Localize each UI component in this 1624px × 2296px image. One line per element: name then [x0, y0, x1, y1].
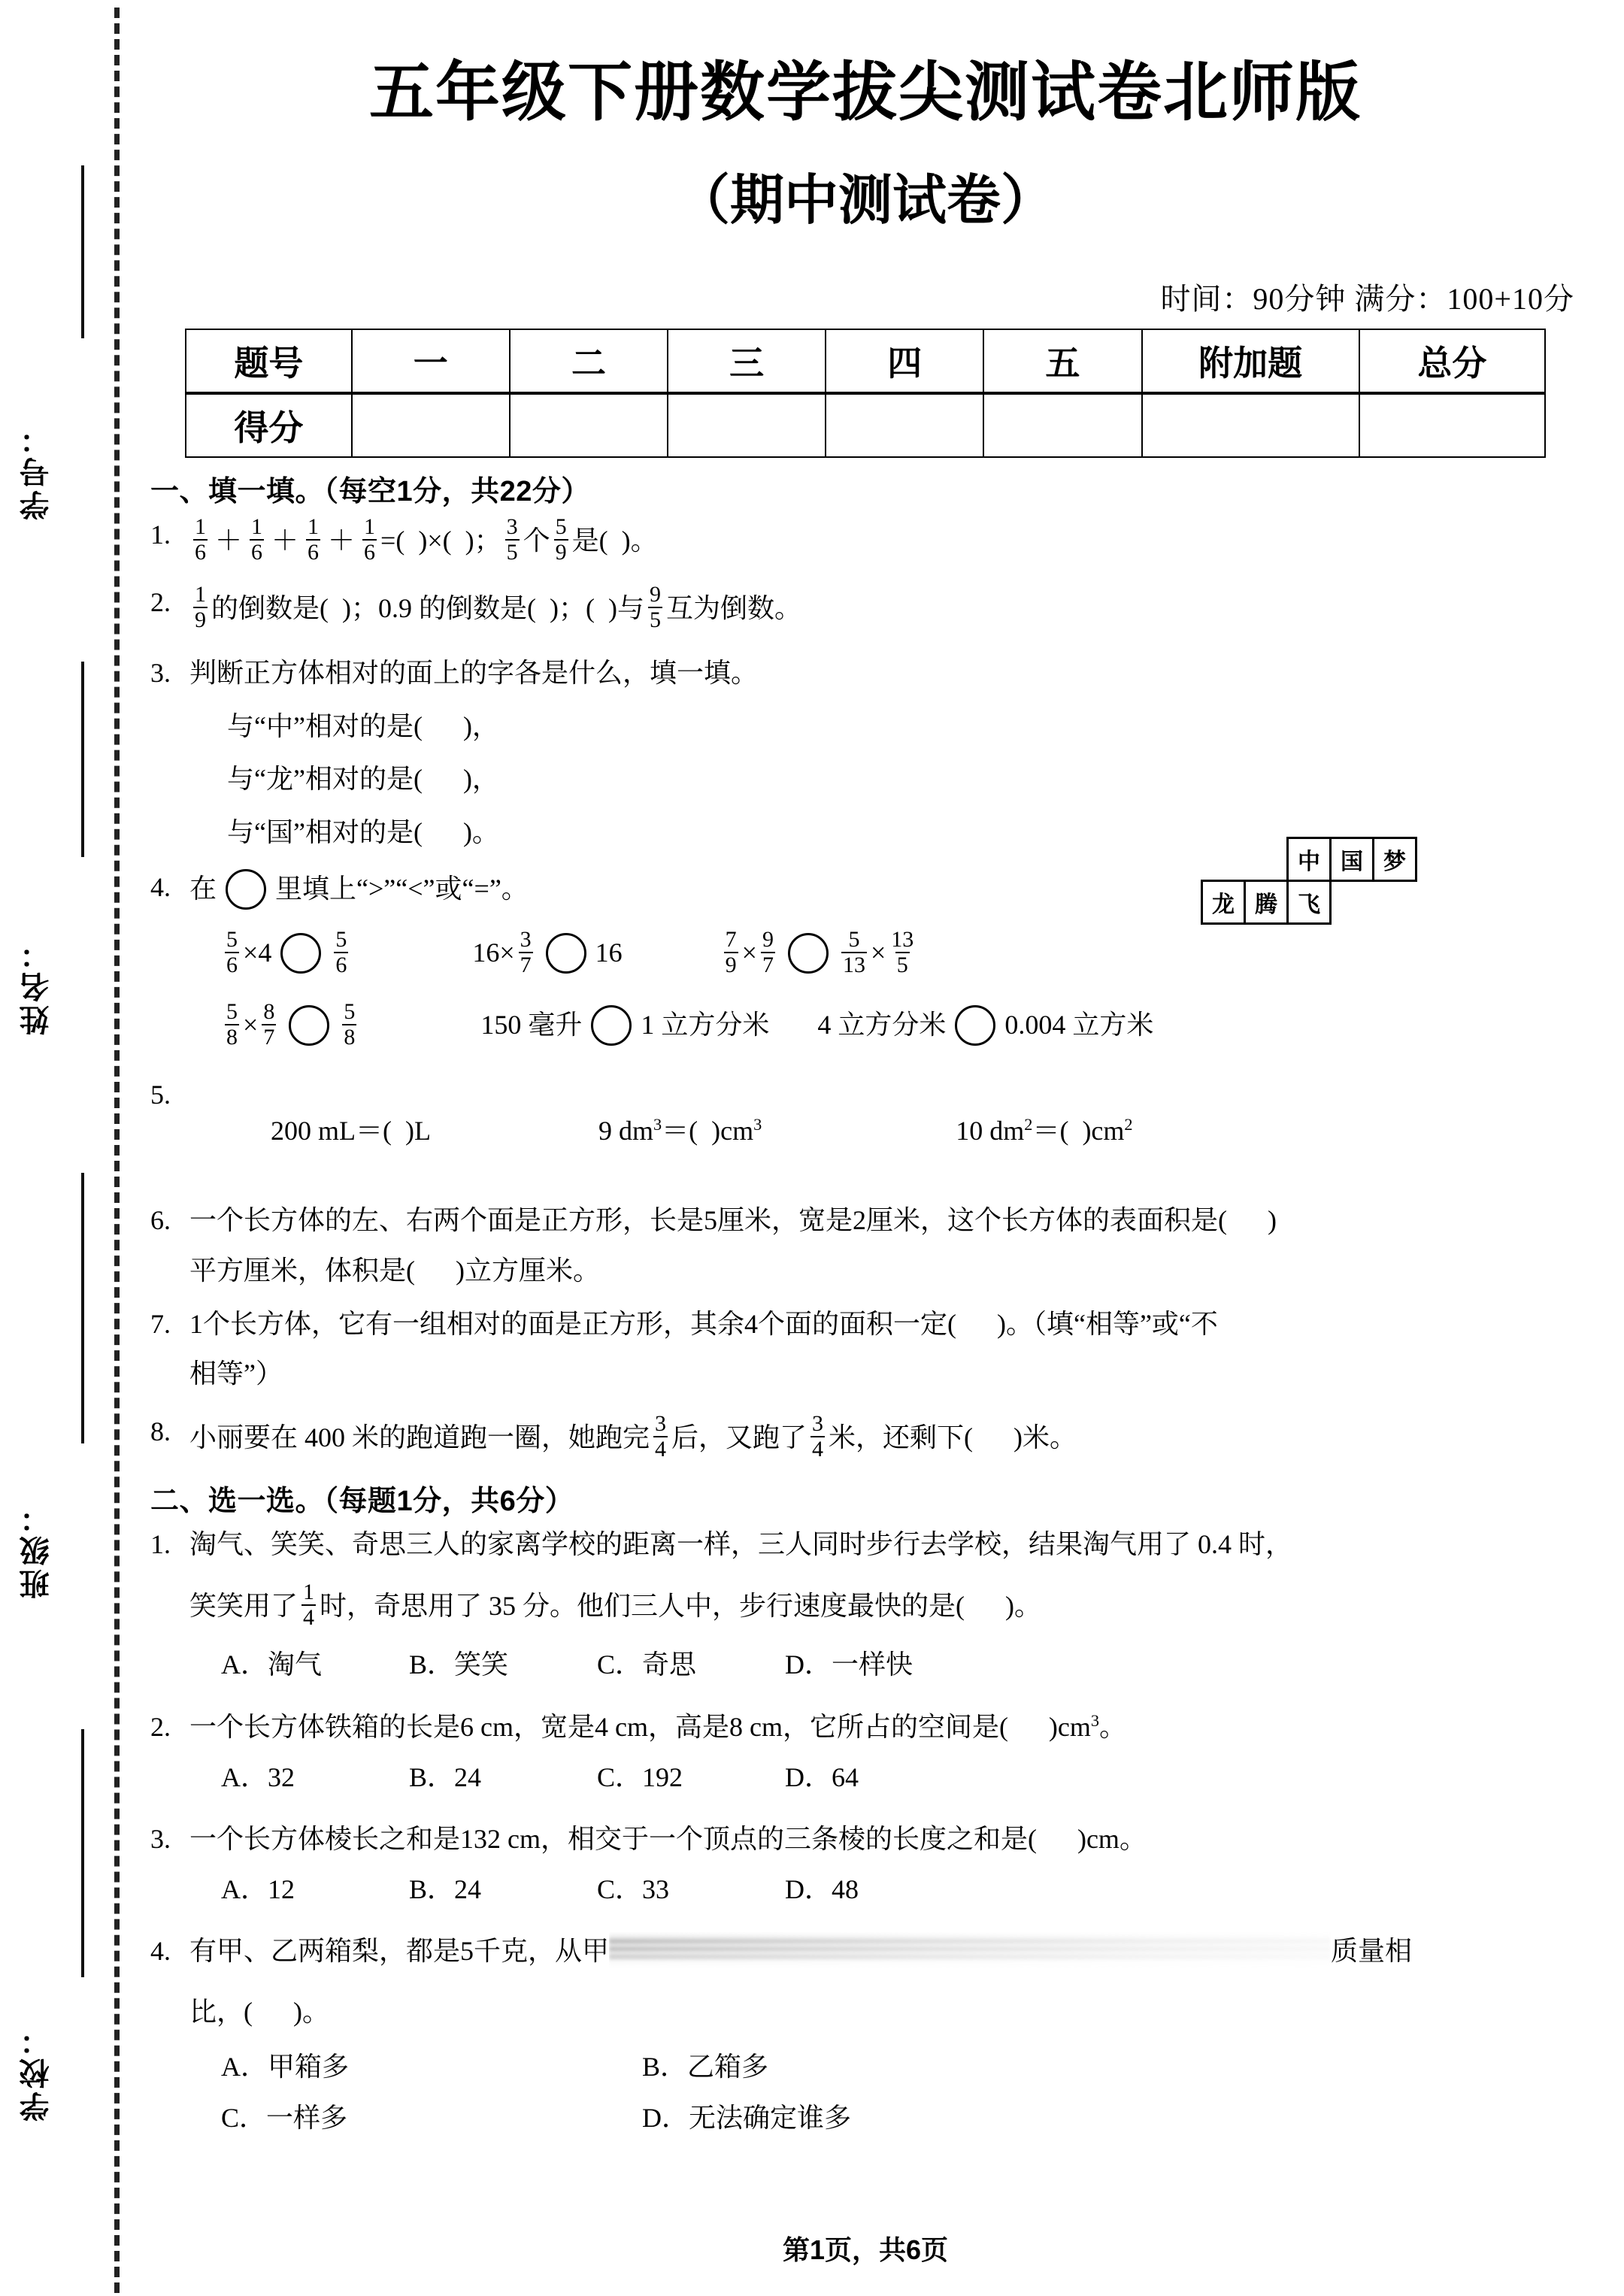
multiply-sign: ×: [870, 937, 886, 968]
fraction: $\frac{5}{8}$: [226, 998, 238, 1050]
question-text: 小丽要在 400 米的跑道跑一圈，她跑完: [189, 1422, 650, 1452]
comparison-expr-1: [221, 926, 352, 977]
answer-blank[interactable]: )与: [594, 593, 644, 623]
plus-sign: ＋: [215, 526, 243, 556]
margin-label-school: 学校：: [20, 2022, 53, 2122]
choice-option-c[interactable]: C．奇思: [597, 1649, 697, 1680]
choice-option-d[interactable]: D．64: [785, 1761, 859, 1792]
question-text: 后，又跑了: [671, 1422, 807, 1452]
choice-option-d[interactable]: D．48: [785, 1873, 859, 1904]
question-1-7: [150, 1306, 1591, 1392]
question-number: 4.: [150, 1936, 171, 1967]
fold-dashed-line: [114, 8, 120, 2293]
multiply-sign: ×: [243, 1010, 259, 1040]
score-table-col-4: 四: [826, 329, 983, 393]
score-table-col-total: 总分: [1359, 329, 1545, 393]
question-number: 5.: [150, 1079, 171, 1110]
operand: 16: [595, 937, 623, 968]
question-1-8: [150, 1410, 1591, 1462]
comparison-expr-3: [720, 926, 920, 977]
answer-blank[interactable]: )；(: [535, 593, 595, 623]
choice-option-b[interactable]: B．24: [409, 1873, 482, 1904]
comparison-circle-blank[interactable]: [591, 1005, 632, 1046]
unit-conversion-3: 10 $dm^2=$( )$cm^2$: [956, 1115, 1133, 1146]
question-text: 有甲、乙两箱梨，都是5千克，从甲: [189, 1936, 610, 1967]
score-table-col-5: 五: [983, 329, 1141, 393]
answer-blank[interactable]: 比，( )。: [189, 1996, 329, 2027]
score-cell-1[interactable]: [352, 393, 510, 457]
question-number: 7.: [150, 1308, 171, 1339]
unit-value: 0.004 立方米: [1004, 1010, 1154, 1040]
exam-content: [150, 477, 1591, 2148]
unit-conversion-1: 200 mL＝( )L: [271, 1116, 431, 1146]
score-cell-3[interactable]: [668, 393, 826, 457]
answer-blank[interactable]: 米，还剩下( )米。: [829, 1422, 1077, 1452]
page-subtitle: （期中测试卷）: [675, 171, 1055, 232]
question-text: 质量相: [1331, 1936, 1413, 1967]
question-text-line[interactable]: 1个长方体，它有一组相对的面是正方形，其余4个面的面积一定( )。（填“相等”或“不: [189, 1308, 1218, 1339]
score-table-score-row: [186, 393, 1545, 457]
answer-blank[interactable]: )；0.9 的倒数是(: [329, 593, 536, 623]
fraction-1-6-d: $\frac{1}{6}$: [364, 514, 376, 565]
fraction: $\frac{9}{7}$: [762, 926, 774, 977]
fraction-3-5: $\frac{3}{5}$: [506, 514, 518, 565]
choice-option-c[interactable]: C．192: [597, 1761, 683, 1792]
question-number: 6.: [150, 1205, 171, 1236]
fraction-1-9: $\frac{1}{9}$: [195, 582, 206, 633]
page-title: 五年级下册数学拔尖测试卷北师版: [369, 56, 1362, 129]
margin-label-class: 班级：: [20, 1500, 53, 1599]
fraction-3-4-a: $\frac{3}{4}$: [655, 1410, 667, 1462]
question-1-3: [150, 655, 1591, 850]
score-table-col-2: 二: [510, 329, 668, 393]
margin-label-name: 姓名：: [20, 936, 53, 1035]
score-table-header-row: [186, 329, 1545, 393]
choices-2-4-row1: [221, 2049, 1591, 2085]
score-table-col-extra: 附加题: [1142, 329, 1359, 393]
plus-sign: ＋: [271, 526, 299, 556]
choices-2-1: [221, 1646, 1591, 1683]
comparison-expr-6: [817, 1005, 1153, 1046]
answer-blank[interactable]: )×(: [404, 526, 452, 556]
margin-rule-3: [81, 1173, 84, 1443]
answer-blank[interactable]: )cm: [1068, 1116, 1125, 1146]
fraction: $\frac{13}{5}$: [891, 926, 914, 977]
fraction-3-4-b: $\frac{3}{4}$: [812, 1410, 824, 1462]
fraction: $\frac{3}{7}$: [520, 926, 532, 977]
question-text-line[interactable]: 一个长方体的左、右两个面是正方形，长是5厘米，宽是2厘米，这个长方体的表面积是( ): [189, 1205, 1277, 1236]
fraction-5-9: $\frac{5}{9}$: [555, 514, 567, 565]
fraction: $\frac{5}{6}$: [335, 926, 347, 977]
fraction-1-6-b: $\frac{1}{6}$: [251, 514, 263, 565]
margin-rule-2: [81, 662, 84, 857]
choice-option-a[interactable]: A．淘气: [221, 1649, 322, 1680]
score-table-row-label-1: 得分: [186, 393, 352, 457]
question-2-1: [150, 1526, 1591, 1695]
question-number: 8.: [150, 1416, 171, 1446]
answer-blank[interactable]: 与“中”相对的是( )，: [227, 710, 499, 741]
comparison-row-2: [221, 998, 1591, 1050]
question-text: 笑笑用了: [189, 1591, 298, 1622]
answer-blank[interactable]: )cm: [698, 1116, 754, 1146]
multiply-sign: ×: [741, 937, 757, 968]
question-1-2: [150, 584, 1591, 632]
question-2-4: [150, 1933, 1591, 2148]
comparison-circle-blank[interactable]: [788, 933, 829, 974]
multiply-sign: ×: [499, 937, 515, 968]
answer-blank[interactable]: 时，奇思用了 35 分。他们三人中，步行速度最快的是( )。: [320, 1591, 1041, 1622]
net-cell-top-1: 中: [1286, 837, 1332, 882]
comparison-expr-4: [221, 998, 360, 1050]
question-1-5: [150, 1077, 1591, 1186]
comparison-circle-blank[interactable]: [280, 933, 321, 974]
unit-value: 1 立方分米: [641, 1010, 770, 1040]
question-number: 4.: [150, 871, 171, 902]
answer-blank[interactable]: )；: [451, 526, 501, 556]
question-text-line: 相等”）: [189, 1359, 283, 1389]
question-text: 的倒数是(: [211, 593, 329, 623]
question-2-2: [150, 1709, 1591, 1807]
question-number: 3.: [150, 1824, 171, 1855]
score-table-col-3: 三: [668, 329, 826, 393]
fraction: $\frac{5}{8}$: [344, 998, 356, 1050]
margin-rule-1: [81, 165, 84, 338]
fraction-1-4: $\frac{1}{4}$: [303, 1580, 315, 1631]
fraction: $\frac{8}{7}$: [263, 998, 275, 1050]
comparison-circle-blank[interactable]: [289, 1005, 329, 1046]
choices-2-4-row2: [221, 2100, 1591, 2137]
answer-blank[interactable]: 是(: [571, 526, 608, 556]
choice-option-b[interactable]: B．笑笑: [409, 1649, 509, 1680]
question-text-line[interactable]: 平方厘米，体积是( )立方厘米。: [189, 1256, 600, 1286]
net-cell-top-3: 梦: [1372, 837, 1417, 882]
comparison-expr-2: [472, 926, 623, 977]
score-cell-5[interactable]: [983, 393, 1141, 457]
answer-blank[interactable]: 与“国”相对的是( )。: [227, 817, 499, 848]
unit-value: 150 毫升: [480, 1010, 583, 1040]
score-cell-2[interactable]: [510, 393, 668, 457]
fraction-1-6-c: $\frac{1}{6}$: [308, 514, 320, 565]
question-text: 在: [189, 874, 217, 904]
question-number: 2.: [150, 1712, 171, 1743]
question-text: 里填上“>”“<”或“=”。: [275, 874, 529, 904]
question-stem: 判断正方体相对的面上的字各是什么，填一填。: [189, 658, 759, 689]
comparison-circle-blank[interactable]: [226, 869, 266, 910]
exam-meta: 时间：90分钟 满分：100+10分: [1160, 282, 1574, 317]
fraction: $\frac{5}{6}$: [226, 926, 238, 977]
choice-option-a[interactable]: A．甲箱多: [221, 2051, 349, 2082]
answer-blank[interactable]: 与“龙”相对的是( )，: [227, 764, 499, 795]
section-heading-2: 二、选一选。（每题1分，共6分）: [150, 1485, 574, 1517]
net-cell-bottom-3: 飞: [1286, 880, 1332, 925]
fraction: $\frac{7}{9}$: [725, 926, 737, 977]
score-table-row-label-0: 题号: [186, 329, 352, 393]
answer-blank[interactable]: =(: [380, 526, 405, 556]
fraction: $\frac{5}{13}$: [842, 926, 865, 977]
cube-net-diagram: [1196, 837, 1452, 972]
net-cell-top-2: 国: [1329, 837, 1374, 882]
question-text: 互为倒数。: [665, 593, 801, 623]
question-number: 3.: [150, 658, 171, 689]
operand: 16: [472, 937, 500, 968]
question-1-1: [150, 516, 1591, 565]
choice-option-a[interactable]: A．32: [221, 1761, 295, 1792]
fraction-9-5: $\frac{9}{5}$: [649, 582, 661, 633]
choice-option-a[interactable]: A．12: [221, 1873, 295, 1904]
question-number: 2.: [150, 587, 171, 618]
choice-option-b[interactable]: B．24: [409, 1761, 482, 1792]
counter-word: 个: [523, 526, 550, 556]
choice-option-c[interactable]: C．33: [597, 1873, 670, 1904]
choice-option-d[interactable]: D．无法确定谁多: [642, 2103, 851, 2134]
multiply-sign: ×: [243, 937, 259, 968]
comparison-expr-5: [480, 1005, 769, 1046]
net-cell-bottom-2: 腾: [1244, 880, 1289, 925]
net-cell-bottom-1: 龙: [1201, 880, 1246, 925]
question-number: 1.: [150, 1528, 171, 1559]
exam-page: [140, 0, 1591, 2296]
question-text-line[interactable]: 一个长方体棱长之和是132 cm，相交于一个顶点的三条棱的长度之和是( )cm。: [189, 1824, 1147, 1855]
choice-option-c[interactable]: C．一样多: [221, 2103, 348, 2134]
fraction-1-6-a: $\frac{1}{6}$: [195, 514, 206, 565]
comparison-circle-blank[interactable]: [955, 1005, 995, 1046]
choices-2-2: [221, 1759, 1591, 1796]
plus-sign: ＋: [328, 526, 356, 556]
comparison-circle-blank[interactable]: [546, 933, 586, 974]
question-number: 1.: [150, 519, 171, 550]
operand: 4: [258, 937, 272, 968]
redacted-text-blur: [609, 1932, 1331, 1968]
answer-blank[interactable]: )。: [607, 526, 658, 556]
choice-option-b[interactable]: B．乙箱多: [642, 2051, 769, 2082]
unit-value: 4 立方分米: [817, 1010, 947, 1040]
score-cell-extra[interactable]: [1142, 393, 1359, 457]
choices-2-3: [221, 1871, 1591, 1908]
unit-conversion-2: 9 $dm^3=$( )$cm^3$: [598, 1115, 762, 1146]
question-1-6: [150, 1202, 1591, 1289]
margin-label-student-id: 学号：: [20, 421, 53, 520]
margin-rule-4: [81, 1729, 84, 1977]
score-table-col-1: 一: [352, 329, 510, 393]
score-table: [185, 329, 1546, 458]
page-footer: 第1页，共6页: [782, 2234, 949, 2265]
question-2-3: [150, 1821, 1591, 1919]
choice-option-d[interactable]: D．一样快: [785, 1649, 913, 1680]
question-text-line: 淘气、笑笑、奇思三人的家离学校的距离一样，三人同时步行去学校，结果淘气用了 0.4 时，: [189, 1528, 1293, 1559]
question-text-line[interactable]: 一个长方体铁箱的长是6 cm，宽是4 cm，高是8 cm，它所占的空间是( )$cm^3$。: [189, 1711, 1127, 1743]
answer-blank[interactable]: )L: [391, 1116, 431, 1146]
score-cell-4[interactable]: [826, 393, 983, 457]
section-heading-1: 一、填一填。（每空1分，共22分）: [150, 476, 590, 508]
score-cell-total[interactable]: [1359, 393, 1545, 457]
